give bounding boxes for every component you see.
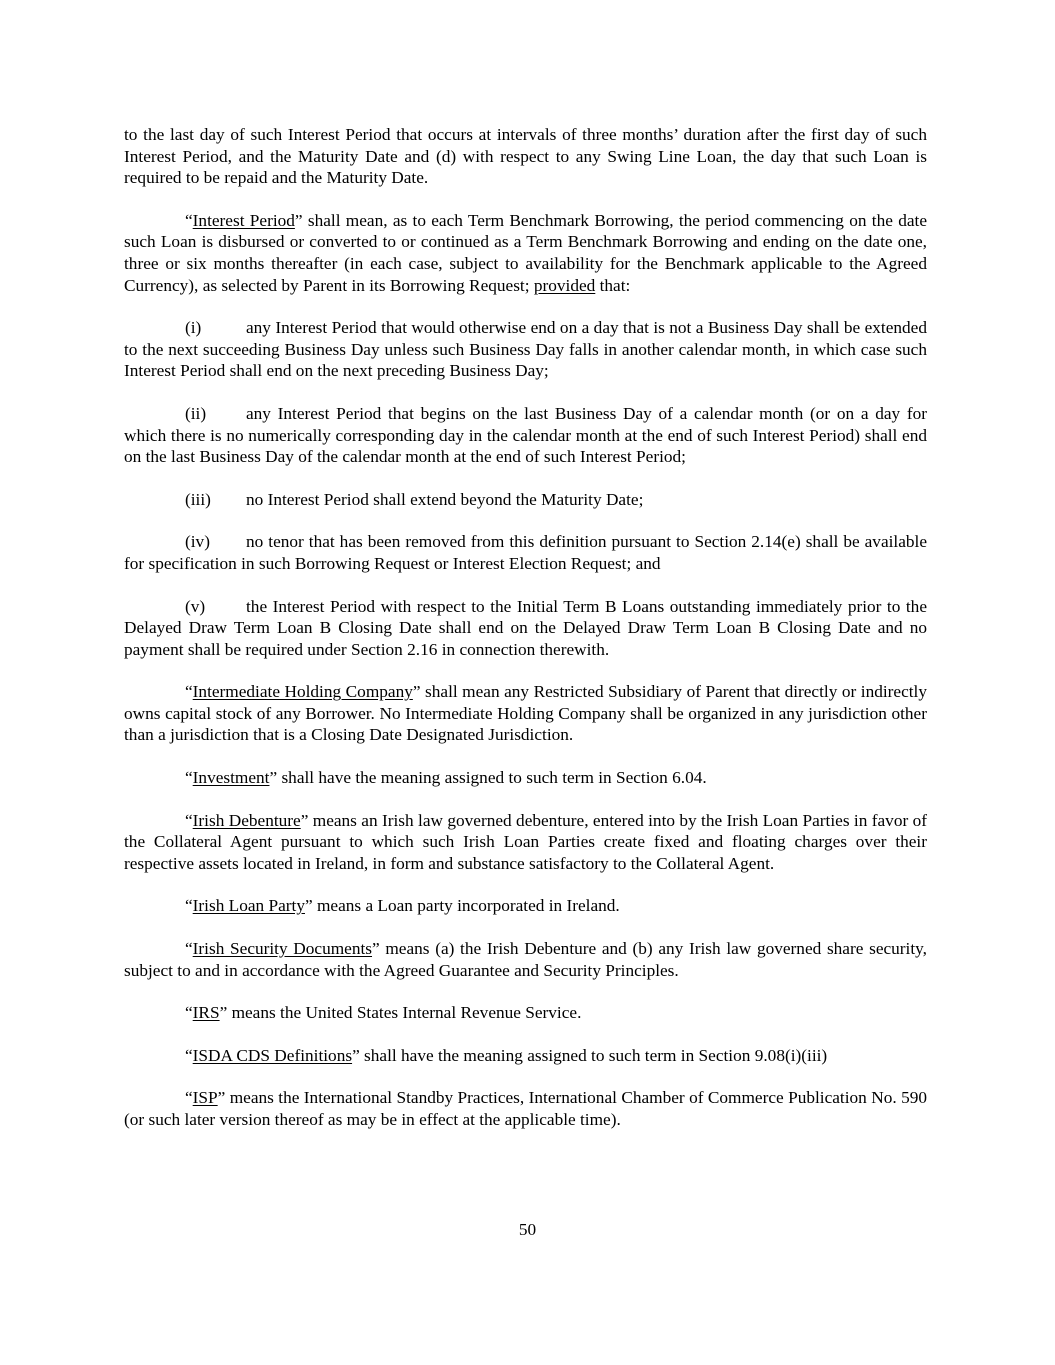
clause-i [124, 317, 927, 382]
defined-term: ISP [192, 1088, 218, 1108]
definition-text: ” means an Irish law governed debenture, entered into by the Irish Loan Parties in favor of the Collateral Agent pursuant to which such Irish Loan Parties create fixed and floating charges over their respective assets located in Ireland, in form and substance satisfactory to the Collateral Agent. [124, 810, 927, 873]
definition-intermediate-holding-company [124, 681, 927, 746]
clause-v [124, 596, 927, 661]
defined-term: Irish Debenture [192, 810, 301, 830]
open-quote: “ [185, 896, 193, 916]
clause-number: (ii) [185, 403, 207, 423]
defined-term: Irish Security Documents [192, 939, 373, 959]
definition-text: ” shall mean, as to each Term Benchmark Borrowing, the period commencing on the date such Loan is disbursed or converted to or continued as a Term Benchmark Borrowing and ending on the date one, three or six months thereafter (in each case, subject to availability for the Benchmark applicable to the Agreed Currency), as selected by Parent in its Borrowing Request; [124, 210, 927, 295]
definition-isda-cds-definitions [124, 1045, 927, 1067]
definition-text: ” shall have the meaning assigned to such term in Section 9.08(i)(iii) [352, 1045, 828, 1065]
definition-interest-period [124, 210, 927, 296]
clause-number: (iii) [185, 489, 211, 509]
page-number: 50 [518, 1220, 537, 1239]
definition-irish-loan-party [124, 895, 927, 917]
definition-text: ” shall have the meaning assigned to such term in Section 6.04. [269, 768, 707, 788]
open-quote: “ [185, 1088, 193, 1108]
carryover-paragraph: to the last day of such Interest Period that occurs at intervals of three months’ duration after the first day of such Interest Period, and the Maturity Date and (d) with respect to any Swing Line Loan, the day that such Loan is required to be repaid and the Maturity Date. [124, 125, 927, 188]
clause-number: (v) [185, 596, 206, 616]
definition-text: ” means a Loan party incorporated in Ireland. [304, 896, 620, 916]
open-quote: “ [185, 810, 193, 830]
open-quote: “ [185, 1003, 193, 1023]
definition-text: ” means the International Standby Practices, International Chamber of Commerce Publication No. 590 (or such later version thereof as may be in effect at the applicable time). [124, 1088, 927, 1129]
clause-number: (i) [185, 318, 202, 338]
definition-text: ” means the United States Internal Revenue Service. [219, 1003, 582, 1023]
definition-irs [124, 1002, 927, 1024]
definition-text: ” shall mean any Restricted Subsidiary of Parent that directly or indirectly owns capital stock of any Borrower. No Intermediate Holding Company shall be organized in any jurisdiction other than a jurisdiction that is a Closing Date Designated Jurisdiction. [124, 682, 927, 745]
open-quote: “ [185, 210, 193, 230]
clause-text: any Interest Period that would otherwise end on a day that is not a Business Day shall be extended to the next succeeding Business Day unless such Business Day falls in another calendar month, in which case such Interest Period shall end on the next preceding Business Day; [124, 318, 927, 381]
clause-iv [124, 531, 927, 574]
clause-text: no tenor that has been removed from this definition pursuant to Section 2.14(e) shall be available for specification in such Borrowing Request or Interest Election Request; and [124, 532, 927, 573]
proviso-term: provided [533, 275, 596, 295]
defined-term: Irish Loan Party [192, 896, 305, 916]
definition-isp [124, 1087, 927, 1130]
clause-number: (iv) [185, 532, 210, 552]
defined-term: Investment [192, 768, 270, 788]
definition-irish-debenture [124, 810, 927, 875]
open-quote: “ [185, 768, 193, 788]
open-quote: “ [185, 939, 193, 959]
defined-term: Interest Period [192, 210, 295, 230]
clause-text: the Interest Period with respect to the Initial Term B Loans outstanding immediately prior to the Delayed Draw Term Loan B Closing Date shall end on the Delayed Draw Term Loan B Closing Date and no payment shall be required under Section 2.16 in connection therewith. [124, 596, 927, 659]
defined-term: IRS [192, 1003, 220, 1023]
definition-investment [124, 767, 927, 789]
definition-text: ” means (a) the Irish Debenture and (b) any Irish law governed share security, subject to and in accordance with the Agreed Guarantee and Security Principles. [124, 939, 927, 980]
clause-text: any Interest Period that begins on the last Business Day of a calendar month (or on a day for which there is no numerically corresponding day in the calendar month at the end of such Interest Period) shall end on the last Business Day of the calendar month at the end of such Interest Period; [124, 403, 927, 467]
clause-iii [124, 489, 927, 511]
defined-term: Intermediate Holding Company [192, 682, 413, 702]
open-quote: “ [185, 682, 193, 702]
open-quote: “ [185, 1045, 193, 1065]
definition-irish-security-documents [124, 938, 927, 981]
defined-term: ISDA CDS Definitions [192, 1045, 353, 1065]
clause-text: no Interest Period shall extend beyond the Maturity Date; [246, 489, 644, 509]
clause-ii [124, 403, 927, 468]
definition-tail: that: [595, 275, 631, 295]
document-page [124, 124, 927, 1152]
